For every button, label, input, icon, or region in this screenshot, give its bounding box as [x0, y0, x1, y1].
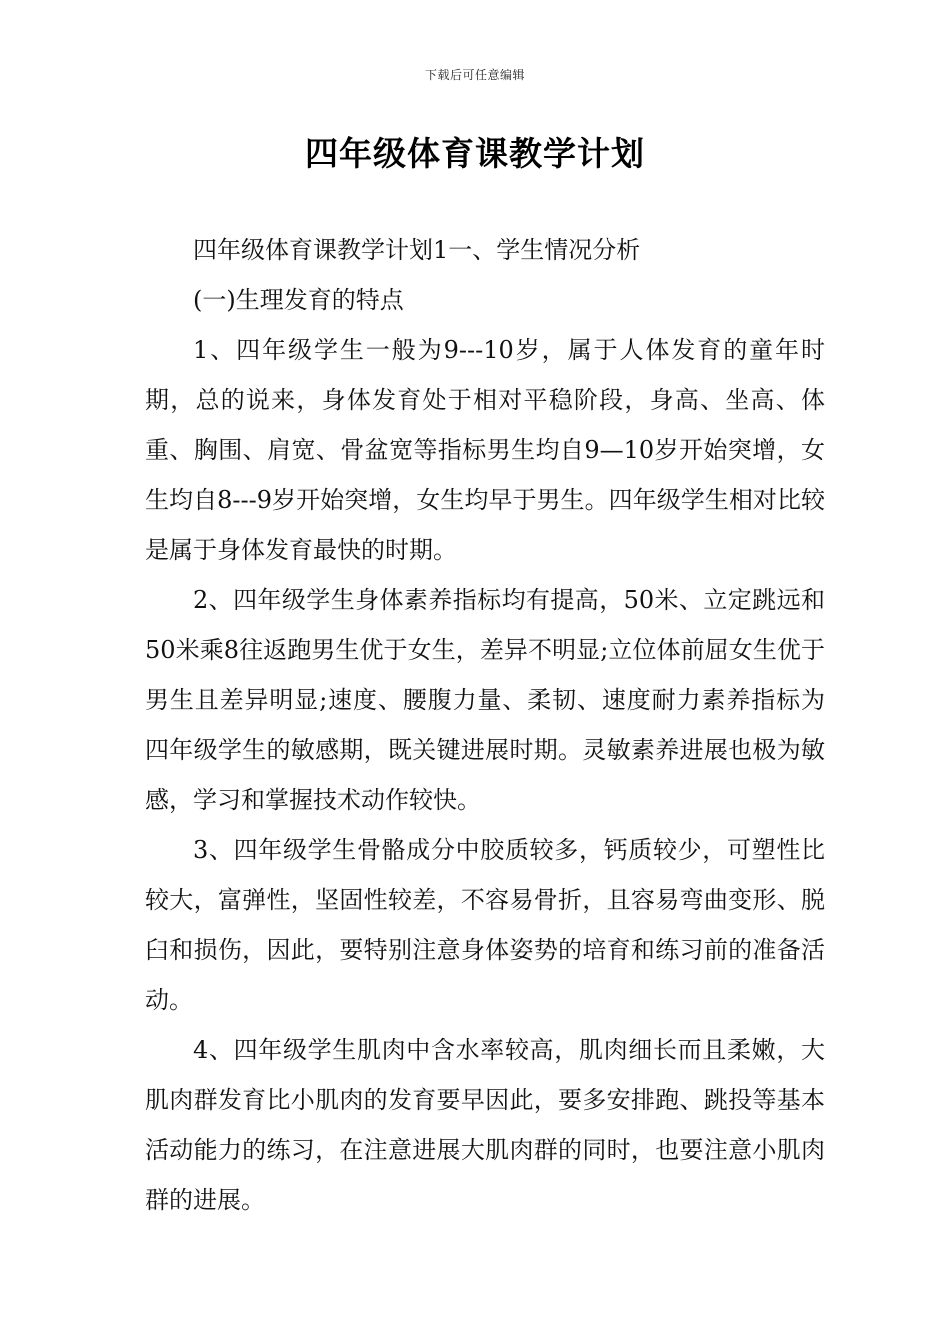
- paragraph-3: 3、四年级学生骨骼成分中胶质较多，钙质较少，可塑性比较大，富弹性，坚固性较差，不容易骨折，且容易弯曲变形、脱臼和损伤，因此，要特别注意身体姿势的培育和练习前的准备活动。: [145, 836, 825, 1014]
- paragraph-1: 1、四年级学生一般为9---10岁，属于人体发育的童年时期，总的说来，身体发育处于相对平稳阶段，身高、坐高、体重、胸围、肩宽、骨盆宽等指标男生均自9—10岁开始突增，女生均自8---9岁开始突增，女生均早于男生。四年级学生相对比较是属于身体发育最快的时期。: [145, 336, 825, 564]
- header-note: 下载后可任意编辑: [424, 68, 525, 82]
- document-title: 四年级体育课教学计划: [305, 134, 645, 173]
- paragraph-4: 4、四年级学生肌肉中含水率较高，肌肉细长而且柔嫩，大肌肉群发育比小肌肉的发育要早因此，要多安排跑、跳投等基本活动能力的练习，在注意进展大肌肉群的同时，也要注意小肌肉群的进展。: [145, 1036, 825, 1214]
- paragraph-2: 2、四年级学生身体素养指标均有提高，50米、立定跳远和50米乘8往返跑男生优于女生，差异不明显;立位体前屈女生优于男生且差异明显;速度、腰腹力量、柔韧、速度耐力素养指标为四年级学生的敏感期，既关键进展时期。灵敏素养进展也极为敏感，学习和掌握技术动作较快。: [145, 586, 825, 814]
- document-body: [145, 225, 825, 1225]
- section-heading: 四年级体育课教学计划1一、学生情况分析: [193, 236, 641, 264]
- subsection-heading: (一)生理发育的特点: [193, 286, 404, 314]
